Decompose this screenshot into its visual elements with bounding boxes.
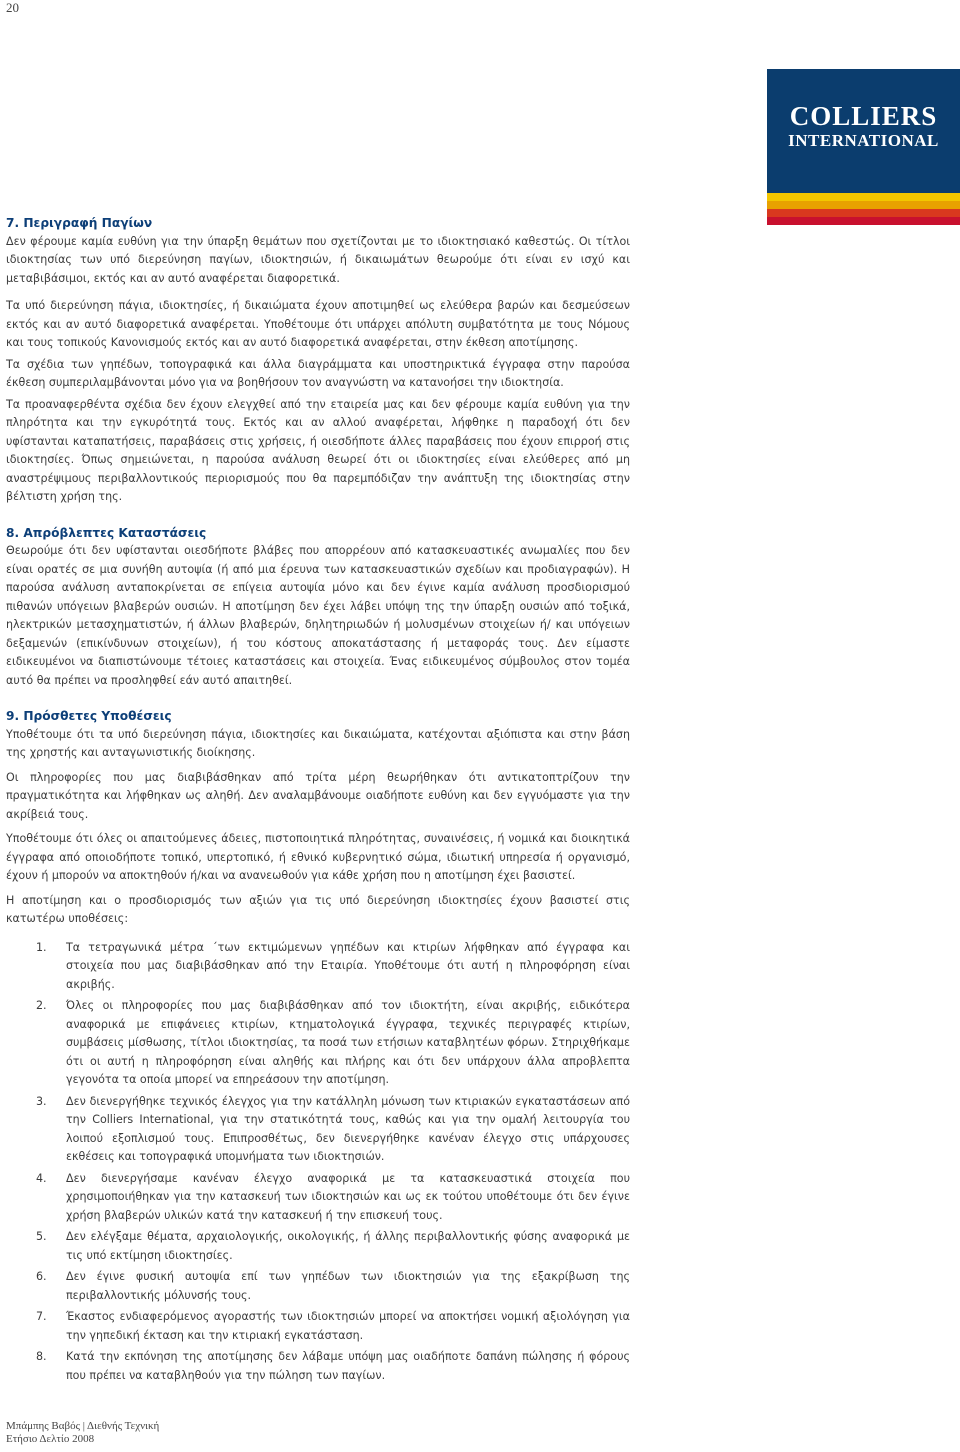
logo-stripe xyxy=(767,193,960,201)
footer-line-2: Ετήσιο Δελτίο 2008 xyxy=(6,1433,95,1445)
section-title: 8. Απρόβλεπτες Καταστάσεις xyxy=(6,525,207,540)
logo-line-1: COLLIERS xyxy=(789,101,938,131)
assumptions-list xyxy=(6,939,630,1386)
paragraph: Οι πληροφορίες που μας διαβιβάσθηκαν από τρίτα μέρη θεωρήθηκαν ότι αντικατοπτρίζουν την πραγματικότητα και λήφθηκαν ως αληθή. Δεν αναλαμβάνουμε οιαδήποτε ευθύνη και δεν εγγυόμαστε για την ακρίβειά τους. xyxy=(6,770,630,821)
list-item-text: Κατά την εκπόνηση της αποτίμησης δεν λάβαμε υπόψη μας οιαδήποτε δαπάνη πώλησης ή φόρους που πρέπει να καταβληθούν για την πώληση των παγίων. xyxy=(66,1350,630,1382)
list-item-text: Δεν ελέγξαμε θέματα, αρχαιολογικής, οικολογικής, ή άλλης περιβαλλοντικής φύσης αναφορικά με τις υπό εκτίμηση ιδιοκτησίες. xyxy=(66,1230,630,1262)
list-item-number: 5. xyxy=(36,1230,47,1243)
paragraph: Τα προαναφερθέντα σχέδια δεν έχουν ελεγχθεί από την εταιρεία μας και δεν φέρουμε καμία ευθύνη για την πληρότητα και την εγκυρότητά τους. Εκτός και αν αλλού αναφέρεται, λήφθηκε η παραδοχή ότι δεν υφίστανται καταπατήσεις, παραβάσεις στις χρήσεις, ή οιεσδήποτε άλλες παραβάσεις που έχουν επιρροή στις ιδιοκτησίες. Όπως σημειώνεται, η παρούσα ανάλυση θεωρεί ότι οι ιδιοκτησίες είναι ελεύθερες από μη αναστρέψιμους περιβαλλοντικούς περιορισμούς που θα παρεμπόδιζαν την ανάπτυξη της ιδιοκτησίας στην βέλτιστη χρήση της. xyxy=(6,397,630,503)
list-item-number: 4. xyxy=(36,1171,47,1185)
paragraph: Δεν φέρουμε καμία ευθύνη για την ύπαρξη θεμάτων που σχετίζονται με το ιδιοκτησιακό καθεστώς. Οι τίτλοι ιδιοκτησίας των υπό διερεύνηση παγίων, ιδιοκτησιών, ή δικαιωμάτων θεωρούμε ότι είναι εν ισχύ και μεταβιβάσιμοι, εκτός και αν αυτό αναφέρεται διαφορετικά. xyxy=(6,234,630,285)
paragraph: Τα σχέδια των γηπέδων, τοπογραφικά και άλλα διαγράμματα και υποστηρικτικά έγγραφα στην παρούσα έκθεση συμπεριλαμβάνονται μόνο για να βοηθήσουν τον αναγνώστη να κατανοήσει την ιδιοκτησία. xyxy=(6,357,630,389)
paragraph: Υποθέτουμε ότι τα υπό διερεύνηση πάγια, ιδιοκτησίες και δικαιώματα, κατέχονται αξιόπιστα και στην βάση της χρηστής και ανταγωνιστικής διοίκησης. xyxy=(6,727,630,759)
logo-stripe xyxy=(767,201,960,209)
list-item-text: Δεν έγινε φυσική αυτοψία επί των γηπέδων των ιδιοκτησιών για της εξακρίβωση της περιβαλλοντικής μόλυνσής τους. xyxy=(66,1270,630,1302)
list-item-number: 7. xyxy=(36,1310,47,1323)
list-item-text: Τα τετραγωνικά μέτρα ´των εκτιμώμενων γηπέδων και κτιρίων λήφθηκαν από έγγραφα και στοιχεία που μας διαβιβάσθηκαν από την Εταιρία. Υποθέτουμε ότι αυτή η πληροφόρηση είναι ακριβής. xyxy=(66,940,630,991)
paragraph: Θεωρούμε ότι δεν υφίστανται οιεσδήποτε βλάβες που απορρέουν από κατασκευαστικές ανωμαλίες που δεν είναι ορατές σε μια συνήθη αυτοψία (ή από μια έρευνα των κατασκευαστικών σχεδίων και προδιαγραφών). Η παρούσα ανάλυση ανταποκρίνεται σε επίγεια αυτοψία μόνο και δεν έγινε καμία ανάλυση προσδιορισμού πιθανών υπόγειων βλαβερών ουσιών. Η αποτίμηση δεν έχει λάβει υπόψη της την ύπαρξη ουσιών από τοξικά, ηλεκτρικών μετασχηματιστών, ή άλλων βλαβερών, δηλητηριωδών ή μολυσμένων στοιχείων ή/ και υπόγειων δεξαμενών (επικίνδυνων στοιχείων), ή του κόστους αποκατάστασης ή μεταφοράς τους. Δεν είμαστε ειδικευμένοι να διαπιστώνουμε τέτοιες καταστάσεις και στοιχεία. Ένας ειδικευμένος σύμβουλος στον τομέα αυτό θα πρέπει να προσληφθεί εάν αυτό απαιτηθεί. xyxy=(6,544,630,687)
list-item-number: 1. xyxy=(36,940,47,954)
paragraph: Τα υπό διερεύνηση πάγια, ιδιοκτησίες, ή δικαιώματα έχουν αποτιμηθεί ως ελεύθερα βαρών και δεσμεύσεων εκτός και αν αυτό διαφορετικά αναφέρεται. Υποθέτουμε ότι υπάρχει απόλυτη συμβατότητα με τους Νόμους και τους τοπικούς Κανονισμούς εκτός και αν αυτό διαφορετικά αναφέρεται, στην έκθεση αποτίμησης. xyxy=(6,299,630,349)
list-item xyxy=(6,1093,630,1167)
list-item-text: Έκαστος ενδιαφερόμενος αγοραστής των ιδιοκτησιών μπορεί να αποκτήσει νομική αξιολόγηση για την γηπεδική έκταση και την κτιριακή εγκατάσταση. xyxy=(66,1310,630,1342)
footer xyxy=(6,1420,159,1446)
logo-stripe xyxy=(767,209,960,217)
paragraph: Υποθέτουμε ότι όλες οι απαιτούμενες άδειες, πιστοποιητικά πληρότητας, συναινέσεις, ή νομικά και διοικητικά έγγραφα από οποιοδήποτε τοπικό, υπερτοπικό, ή εθνικό κυβερνητικό σώμα, ιδιωτική υπηρεσία ή οργανισμό, έχουν ή μπορούν να αποκτηθούν ή/και να ανανεωθούν για κάθε χρήση που η αποτίμηση έχει βασιστεί. xyxy=(6,832,630,882)
list-item-number: 3. xyxy=(36,1094,47,1108)
footer-line-1: Μπάμπης Βαβός | Διεθνής Τεχνική xyxy=(6,1420,160,1432)
section-title: 9. Πρόσθετες Υποθέσεις xyxy=(6,709,172,723)
paragraph: Η αποτίμηση και ο προσδιορισμός των αξιών για τις υπό διερεύνηση ιδιοκτησίες έχουν βασιστεί στις κατωτέρω υποθέσεις: xyxy=(6,893,630,925)
logo-stripes xyxy=(767,193,960,225)
list-item-text: Δεν διενεργήσαμε κανέναν έλεγχο αναφορικά με τα κατασκευαστικά στοιχεία που χρησιμοποιήθηκαν για την κατασκευή των ιδιοκτησιών και ως εκ τούτου υποθέτουμε ότι δεν έγινε χρήση βλαβερών υλικών κατά την κατασκευή ή την επισκευή τους. xyxy=(66,1171,630,1222)
list-item xyxy=(6,1308,630,1345)
section-title: 7. Περιγραφή Παγίων xyxy=(6,216,153,230)
document-body xyxy=(6,214,630,1388)
list-item xyxy=(6,1170,630,1226)
list-item xyxy=(6,1228,630,1265)
list-item-number: 8. xyxy=(36,1350,47,1363)
list-item xyxy=(6,939,630,995)
list-item xyxy=(6,997,630,1090)
list-item xyxy=(6,1268,630,1305)
list-item-number: 6. xyxy=(36,1270,47,1283)
logo-stripe xyxy=(767,217,960,225)
list-item xyxy=(6,1348,630,1385)
colliers-logo xyxy=(767,69,960,225)
list-item-number: 2. xyxy=(36,999,47,1012)
logo-line-2: INTERNATIONAL xyxy=(788,131,939,150)
page-number: 20 xyxy=(6,0,19,15)
list-item-text: Όλες οι πληροφορίες που μας διαβιβάσθηκαν από τον ιδιοκτήτη, είναι ακριβής, ειδικότερα αναφορικά με επιφάνειες κτιρίων, κτηματολογικά έγγραφα, τεχνικές περιγραφές κτιρίων, συμβάσεις μίσθωσης, τίτλοι ιδιοκτησίας, τα ποσά των ετήσιων καταβλητέων φόρων. Στηριχθήκαμε ότι οι αυτή η πληροφόρηση είναι αληθής και πλήρης και ότι δεν υπάρχουν άλλα απροβλεπτα γεγονότα τα οποία μπορεί να επηρεάσουν την αποτίμηση. xyxy=(66,999,630,1086)
list-item-text: Δεν διενεργήθηκε τεχνικός έλεγχος για την κατάλληλη μόνωση των κτιριακών εγκαταστάσεων από την Colliers International, για την στατικότητά τους, καθώς και για την ομαλή λειτουργία του λοιπού εξοπλισμού τους. Επιπροσθέτως, δεν διενεργήθηκε κανέναν έλεγχο στις υπάρχουσες εκθέσεις και τοπογραφικά υπομνήματα των ιδιοκτησιών. xyxy=(66,1094,630,1163)
